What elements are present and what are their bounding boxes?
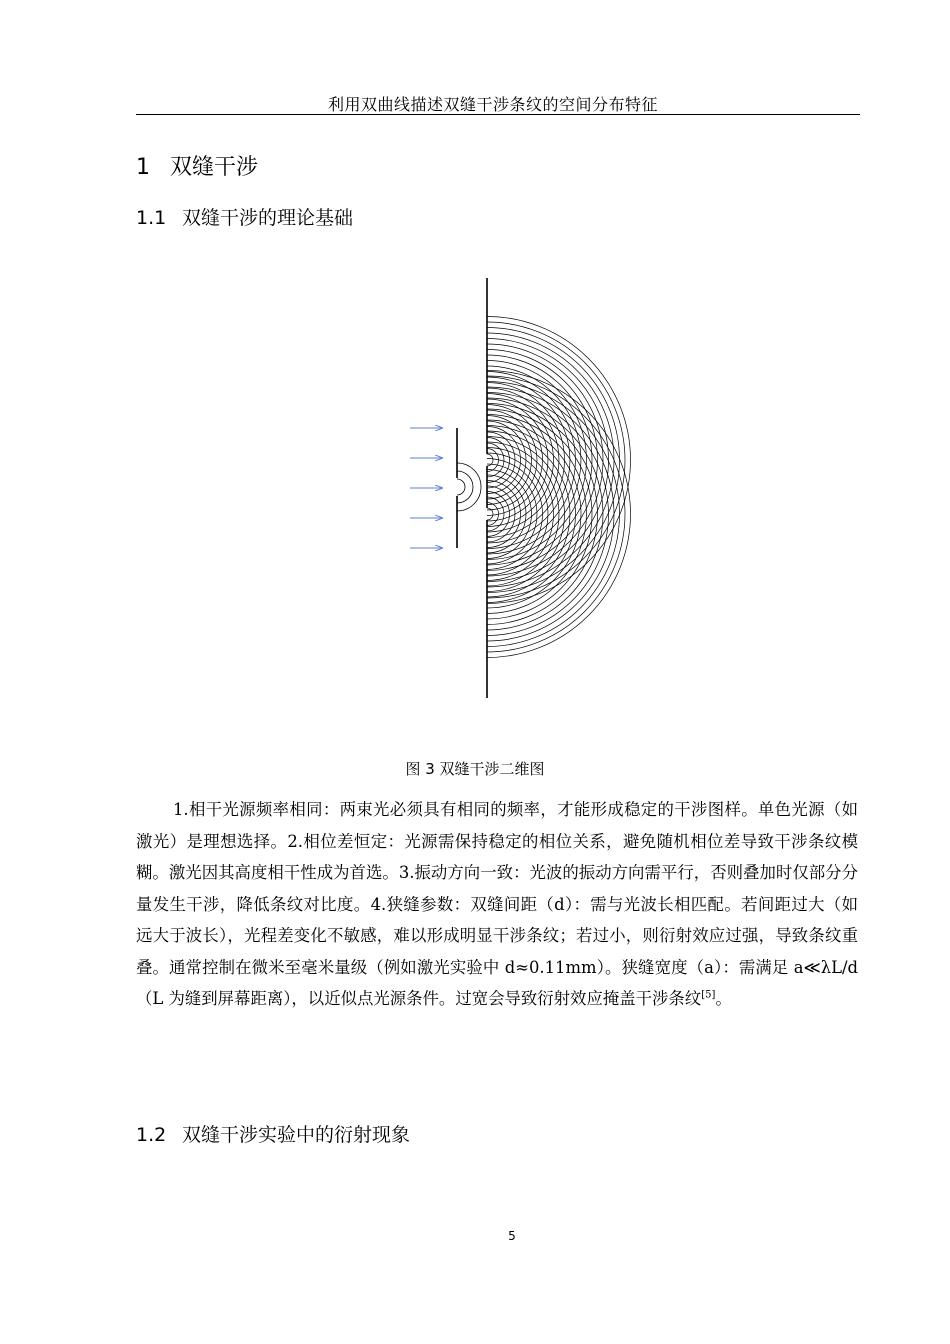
wavefront-arc <box>487 464 537 564</box>
double-slit-figure <box>400 270 660 706</box>
wavelet-arc <box>457 463 481 511</box>
running-header <box>136 92 860 115</box>
paragraph-end: 。 <box>715 989 732 1008</box>
page-number: 5 <box>508 1229 516 1243</box>
subsection-number-1: 1.1 <box>136 207 167 229</box>
section-heading <box>136 150 258 181</box>
wavefront-arc <box>487 376 625 652</box>
wavefront-arc <box>487 410 537 510</box>
wavefront-arc <box>487 322 625 598</box>
subsection-heading-2 <box>136 1120 410 1147</box>
double-slit-diagram <box>400 270 660 706</box>
body-paragraph <box>136 794 858 1015</box>
wavefront-arc <box>487 453 548 575</box>
subsection-heading-1 <box>136 203 353 230</box>
wavelet-arc <box>457 479 465 495</box>
section-number: 1 <box>136 155 150 180</box>
running-header-title: 利用双曲线描述双缝干涉条纹的空间分布特征 <box>328 95 659 114</box>
citation-ref: [5] <box>701 989 716 1001</box>
subsection-title-2: 双缝干涉实验中的衍射现象 <box>182 1124 411 1146</box>
paragraph-text: 1.相干光源频率相同：两束光必须具有相同的频率，才能形成稳定的干涉图样。单色光源（如激光）是理想选择。2.相位差恒定：光源需保持稳定的相位关系，避免随机相位差导致干涉条纹模糊。激光因其高度相干性成为首选。3.振动方向一致：光波的振动方向需平行，否则叠加时仅部分分量发生干涉，降低条纹对比度。4.狭缝参数：双缝间距（d）：需与光波长相匹配。若间距过大（如远大于波长），光程差变化不敏感，难以形成明显干涉条纹；若过小，则衍射效应过强，导致条纹重叠。通常控制在微米至毫米量级（例如激光实验中 d≈0.11mm）。狭缝宽度（a）：需满足 a≪λL/d（L 为缝到屏幕距离），以近似点光源条件。过宽会导致衍射效应掩盖干涉条纹 <box>136 800 858 1008</box>
subsection-title-1: 双缝干涉的理论基础 <box>182 207 354 229</box>
wavefront-arc <box>487 399 548 521</box>
section-title: 双缝干涉 <box>170 155 259 180</box>
subsection-number-2: 1.2 <box>136 1124 167 1146</box>
figure-caption: 图 3 双缝干涉二维图 <box>405 760 545 778</box>
